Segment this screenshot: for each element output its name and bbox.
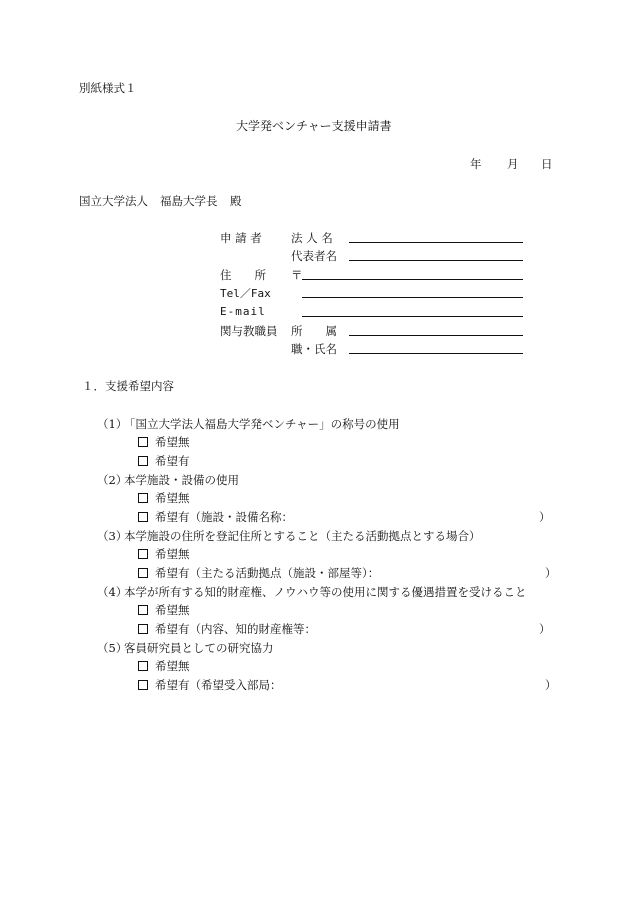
- representative-label: 代表者名: [291, 249, 337, 263]
- option-close-paren: ）: [545, 678, 557, 692]
- checkbox[interactable]: [138, 512, 148, 522]
- date-day-label: 日: [541, 157, 553, 171]
- option-label: 希望無: [155, 603, 190, 617]
- checkbox[interactable]: [138, 568, 148, 578]
- option-label: 希望有（主たる活動拠点（施設・部屋等）：: [155, 566, 380, 580]
- option-label: 希望有（内容、知的財産権等：: [155, 622, 316, 636]
- checkbox[interactable]: [138, 456, 148, 466]
- item-number: （3）: [97, 529, 128, 543]
- address-label: 住 所: [220, 268, 266, 282]
- department-label: 所 属: [291, 324, 337, 338]
- option-label: 希望有（施設・設備名称：: [155, 510, 293, 524]
- representative-field[interactable]: [349, 260, 523, 261]
- telfax-field[interactable]: [302, 297, 523, 298]
- faculty-label: 関与教職員: [220, 324, 278, 338]
- option-label: 希望無: [155, 547, 190, 561]
- item-text: 本学施設・設備の使用: [124, 473, 239, 487]
- department-field[interactable]: [349, 335, 523, 336]
- date-month-label: 月: [507, 157, 519, 171]
- item-text: 客員研究員としての研究協力: [124, 641, 274, 655]
- corp-name-label: 法 人 名: [291, 231, 333, 245]
- position-name-label: 職・氏名: [291, 342, 337, 356]
- option-label: 希望無: [155, 491, 190, 505]
- option-close-paren: ）: [545, 566, 557, 580]
- form-number: 別紙様式１: [79, 81, 137, 95]
- option-close-paren: ）: [539, 510, 551, 524]
- checkbox[interactable]: [138, 437, 148, 447]
- document-title: 大学発ベンチャー支援申請書: [236, 119, 392, 133]
- date-year-label: 年: [470, 157, 482, 171]
- option-label: 希望有: [155, 454, 190, 468]
- checkbox[interactable]: [138, 624, 148, 634]
- section-heading: １．支援希望内容: [82, 379, 174, 393]
- corp-name-field[interactable]: [349, 242, 523, 243]
- addressee-name: 福島大学長: [160, 194, 218, 208]
- item-number: （1）: [97, 417, 128, 431]
- item-number: （4）: [97, 585, 128, 599]
- checkbox[interactable]: [138, 605, 148, 615]
- email-label: E-mail: [220, 305, 266, 318]
- addressee-honorific: 殿: [230, 194, 242, 208]
- telfax-label: Tel／Fax: [220, 287, 271, 300]
- position-name-field[interactable]: [349, 353, 523, 354]
- applicant-label: 申 請 者: [220, 231, 262, 245]
- addressee-org: 国立大学法人: [79, 194, 148, 208]
- checkbox[interactable]: [138, 680, 148, 690]
- postal-mark: 〒: [291, 268, 303, 282]
- email-field[interactable]: [302, 316, 523, 317]
- address-field[interactable]: [302, 279, 523, 280]
- option-label: 希望無: [155, 659, 190, 673]
- item-number: （5）: [97, 641, 128, 655]
- checkbox[interactable]: [138, 661, 148, 671]
- item-text: 本学が所有する知的財産権、ノウハウ等の使用に関する優遇措置を受けること: [124, 585, 527, 599]
- item-text: 本学施設の住所を登記住所とすること（主たる活動拠点とする場合）: [124, 529, 481, 543]
- option-label: 希望有（希望受入部局：: [155, 678, 282, 692]
- checkbox[interactable]: [138, 493, 148, 503]
- item-number: （2）: [97, 473, 128, 487]
- option-label: 希望無: [155, 435, 190, 449]
- checkbox[interactable]: [138, 549, 148, 559]
- item-text: 「国立大学法人福島大学発ベンチャー」の称号の使用: [124, 417, 400, 431]
- option-close-paren: ）: [539, 622, 551, 636]
